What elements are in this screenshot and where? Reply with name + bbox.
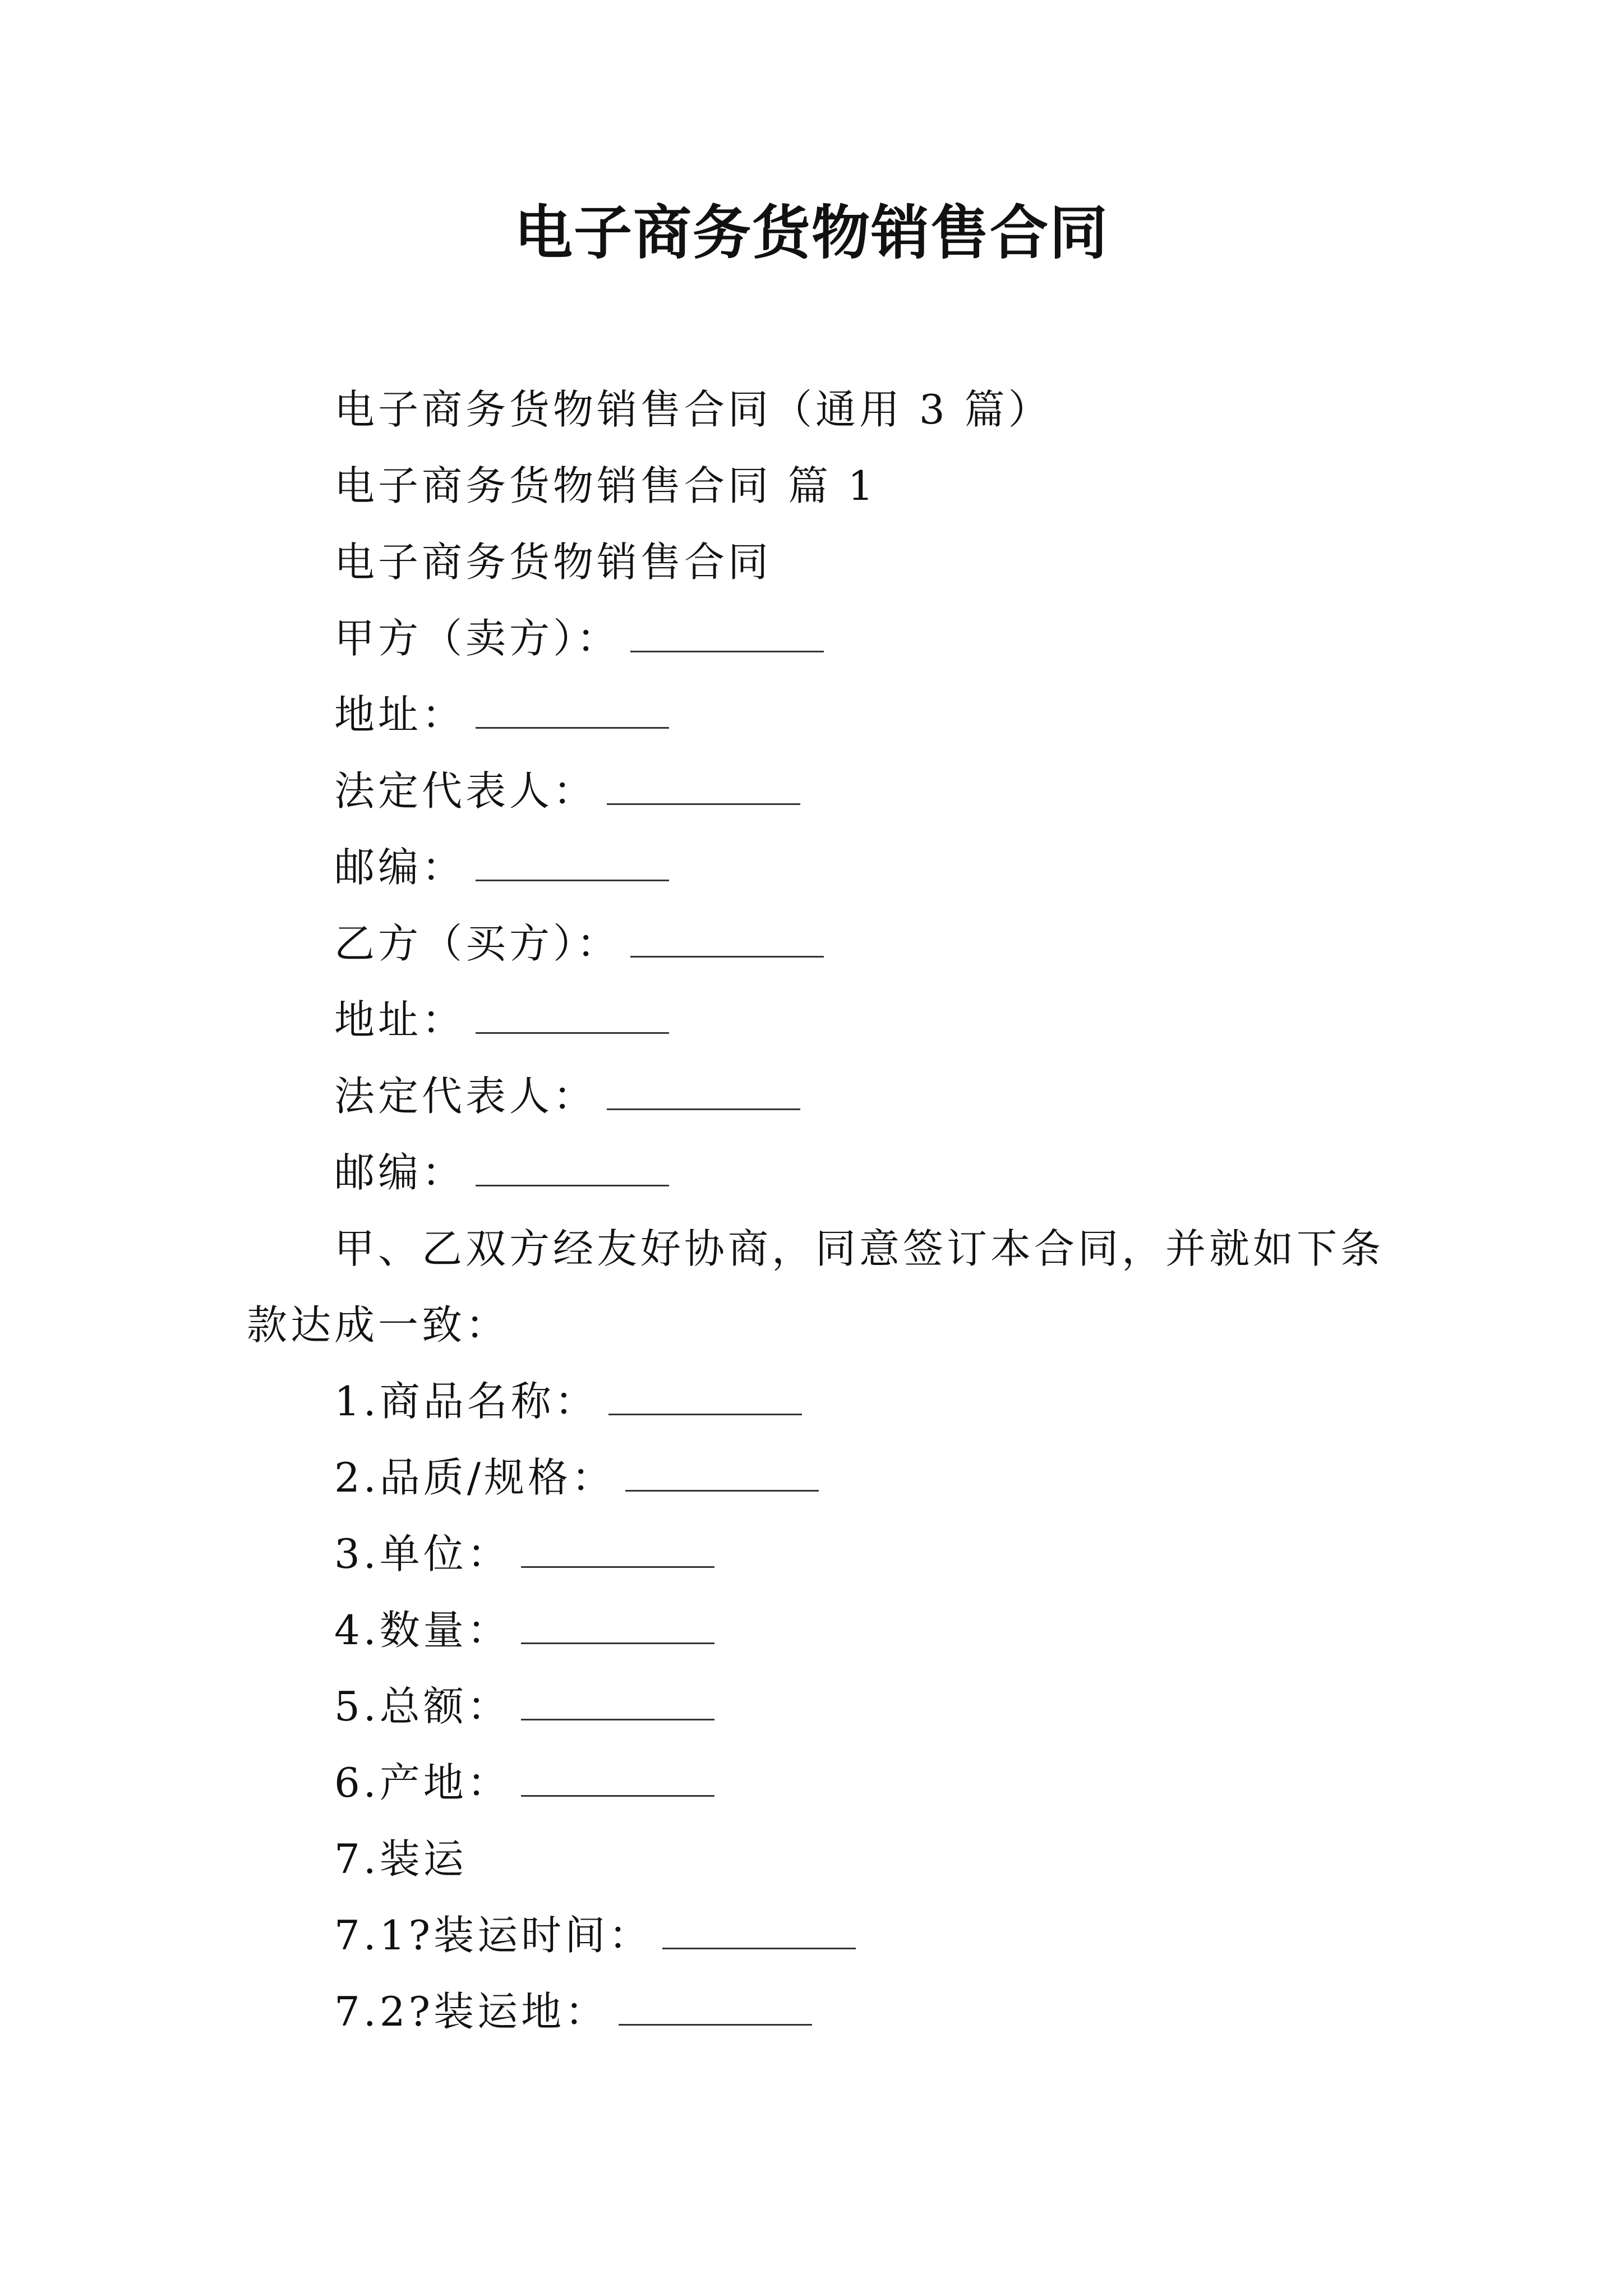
item-unit: 3.单位： bbox=[334, 1526, 714, 1582]
item-quantity: 4.数量： bbox=[334, 1602, 714, 1658]
party-a-postcode-label: 邮编： bbox=[334, 844, 466, 891]
party-b-postcode-label: 邮编： bbox=[334, 1149, 466, 1196]
item-product-name: 1.商品名称： bbox=[334, 1373, 802, 1429]
item-origin: 6.产地： bbox=[334, 1755, 714, 1811]
item-shipment-place: 7.2?装运地： bbox=[334, 1984, 812, 2040]
contract-name: 电子商务货物销售合同 bbox=[334, 539, 772, 586]
party-b-label: 乙方（买方）： bbox=[334, 920, 621, 967]
party-a-representative-blank[interactable] bbox=[607, 770, 800, 805]
quantity-blank[interactable] bbox=[521, 1609, 714, 1644]
item-total: 5.总额： bbox=[334, 1678, 714, 1734]
party-a-representative-label: 法定代表人： bbox=[334, 767, 597, 815]
product-name-blank[interactable] bbox=[608, 1380, 802, 1415]
item-quality-spec: 2.品质/规格： bbox=[334, 1450, 819, 1506]
shipment-place-blank[interactable] bbox=[619, 1990, 812, 2026]
item-shipment-time: 7.1?装运时间： bbox=[334, 1907, 856, 1963]
party-a-label: 甲方（卖方）： bbox=[334, 615, 621, 662]
party-b-field bbox=[334, 915, 824, 972]
quality-spec-blank[interactable] bbox=[625, 1456, 819, 1492]
unit-blank[interactable] bbox=[521, 1533, 714, 1568]
agreement-paragraph-line-2: 款达成一致： bbox=[247, 1301, 510, 1349]
party-b-representative-field bbox=[334, 1068, 800, 1124]
party-b-postcode-blank[interactable] bbox=[476, 1151, 669, 1186]
party-a-address-blank[interactable] bbox=[476, 693, 669, 729]
party-a-postcode-field bbox=[334, 839, 669, 895]
party-b-address-field bbox=[334, 992, 669, 1048]
party-a-field bbox=[334, 610, 824, 666]
total-blank[interactable] bbox=[521, 1685, 714, 1720]
party-a-postcode-blank[interactable] bbox=[476, 846, 669, 881]
party-b-blank[interactable] bbox=[630, 922, 824, 958]
agreement-paragraph-line-1: 甲、乙双方经友好协商，同意签订本合同，并就如下条 bbox=[334, 1225, 1385, 1272]
party-b-address-blank[interactable] bbox=[476, 999, 669, 1034]
party-a-address-field bbox=[334, 687, 669, 743]
party-b-address-label: 地址： bbox=[334, 996, 466, 1043]
party-a-representative-field bbox=[334, 763, 800, 819]
item-shipment: 7.装运 bbox=[334, 1835, 467, 1883]
party-a-blank[interactable] bbox=[630, 617, 824, 652]
party-b-postcode-field bbox=[334, 1144, 669, 1200]
party-b-representative-blank[interactable] bbox=[607, 1075, 800, 1110]
document-title: 电子商务货物销售合同 bbox=[514, 199, 1109, 267]
shipment-time-blank[interactable] bbox=[662, 1914, 856, 1949]
party-b-representative-label: 法定代表人： bbox=[334, 1073, 597, 1120]
section-heading: 电子商务货物销售合同 篇 1 bbox=[334, 462, 877, 509]
origin-blank[interactable] bbox=[521, 1761, 714, 1797]
party-a-address-label: 地址： bbox=[334, 691, 466, 738]
subtitle-line: 电子商务货物销售合同（通用 3 篇） bbox=[334, 386, 1052, 433]
